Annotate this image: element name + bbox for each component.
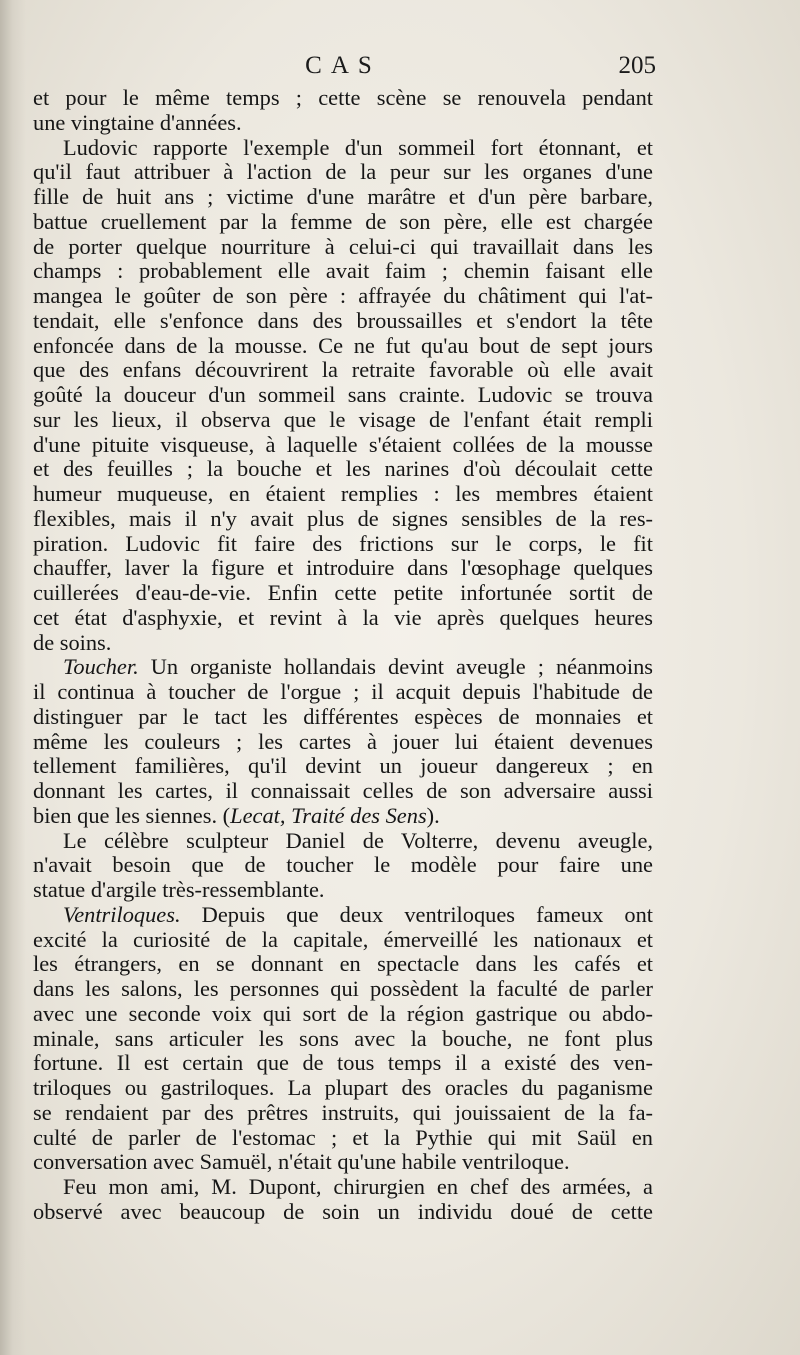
text-run: ). [426, 803, 440, 828]
text-line: culté de parler de l'estomac ; et la Pythie qui mit Saül en [33, 1125, 653, 1150]
text-line: les étrangers, en se donnant en spectacle dans les cafés et [33, 952, 653, 977]
text-line: statue d'argile très-ressemblante. [33, 878, 325, 902]
text-line: triloques ou gastriloques. La plupart des oracles du paganisme [33, 1076, 653, 1100]
text-line: tellement familières, qu'il devint un joueur dangereux ; en [33, 754, 653, 779]
text-line: conversation avec Samuël, n'était qu'une habile ventriloque. [33, 1150, 570, 1175]
text-line: piration. Ludovic fit faire des frictions sur le corps, le fit [33, 531, 653, 556]
text-line: se rendaient par des prêtres instruits, qui jouissaient de la fa- [33, 1100, 653, 1125]
text-line: excité la curiosité de la capitale, émerveillé les nationaux et [33, 927, 653, 952]
text-line: et pour le même temps ; cette scène se renouvela pendant [33, 86, 653, 110]
text-line: Le célèbre sculpteur Daniel de Volterre, devenu aveugle, [63, 828, 653, 853]
text-line: mangea le goûter de son père : affrayée du châtiment qui l'at- [33, 284, 653, 308]
text-line: d'une pituite visqueuse, à laquelle s'étaient collées de la mousse [33, 432, 653, 457]
text-line: avec une seconde voix qui sort de la région gastrique ou abdo- [33, 1001, 653, 1026]
text-line: de soins. [33, 630, 112, 655]
paragraph [33, 136, 653, 656]
text-line: que des enfans découvrirent la retraite favorable où elle avait [33, 358, 653, 383]
text-line: sur les lieux, il observa que le visage de l'enfant était rempli [33, 407, 653, 432]
paragraph-toucher [33, 655, 653, 828]
text-line: n'avait besoin que de toucher le modèle pour faire une [33, 853, 653, 878]
running-head: CAS [305, 52, 381, 79]
section-lead: Toucher. [63, 655, 139, 680]
text-line: fortune. Il est certain que de tous temps il a existé des ven- [33, 1051, 653, 1076]
text-run: bien que les siennes. ( [33, 803, 231, 828]
page-gutter-shadow [0, 0, 26, 1355]
text-line: il continua à toucher de l'orgue ; il acquit depuis l'habitude de [33, 680, 653, 704]
text-run: Un organiste hollandais devint aveugle ; néanmoins [138, 655, 653, 680]
paragraph [33, 86, 653, 136]
text-line [33, 804, 653, 829]
text-line: cet état d'asphyxie, et revint à la vie après quelques heures [33, 605, 653, 630]
paragraph-ventriloques [33, 903, 653, 1175]
text-line: distinguer par le tact les différentes espèces de monnaies et [33, 704, 653, 729]
text-line: même les couleurs ; les cartes à jouer lui étaient devenues [33, 729, 653, 754]
text-line: champs : probablement elle avait faim ; chemin faisant elle [33, 259, 653, 284]
text-line: de porter quelque nourriture à celui-ci qui travaillait dans les [33, 234, 653, 259]
text-line: enfoncée dans de la mousse. Ce ne fut qu'au bout de sept jours [33, 333, 653, 358]
text-line: une vingtaine d'années. [33, 110, 242, 135]
section-lead: Ventriloques. [63, 902, 181, 927]
text-line [33, 655, 653, 680]
text-line: battue cruellement par la femme de son père, elle est chargée [33, 209, 653, 234]
page-number: 205 [618, 52, 656, 79]
paragraph [33, 1175, 653, 1225]
text-line: et des feuilles ; la bouche et les narines d'où découlait cette [33, 457, 653, 482]
text-line: goûté la douceur d'un sommeil sans crainte. Ludovic se trouva [33, 383, 653, 407]
text-line: observé avec beaucoup de soin un individu doué de cette [33, 1199, 653, 1224]
text-line: qu'il faut attribuer à l'action de la peur sur les organes d'une [33, 160, 653, 185]
text-line: fille de huit ans ; victime d'une marâtre et d'un père barbare, [33, 185, 653, 209]
text-line: humeur muqueuse, en étaient remplies : les membres étaient [33, 482, 653, 506]
citation: Lecat, Traité des Sens [230, 803, 427, 828]
paragraph [33, 829, 653, 903]
text-line: donnant les cartes, il connaissait celles de son adversaire aussi [33, 779, 653, 803]
text-line: chauffer, laver la figure et introduire dans l'œsophage quelques [33, 556, 653, 581]
text-line: Feu mon ami, M. Dupont, chirurgien en chef des armées, a [63, 1175, 653, 1199]
body-text [33, 86, 653, 1225]
page-header [30, 52, 656, 86]
text-run: Depuis que deux ventriloques fameux ont [180, 902, 653, 927]
text-line: tendait, elle s'enfonce dans des broussailles et s'endort la tête [33, 308, 653, 333]
text-line [33, 903, 653, 928]
text-line: dans les salons, les personnes qui possèdent la faculté de parler [33, 977, 653, 1001]
text-line: minale, sans articuler les sons avec la bouche, ne font plus [33, 1026, 653, 1051]
text-line: flexibles, mais il n'y avait plus de signes sensibles de la res- [33, 506, 653, 531]
text-line: cuillerées d'eau-de-vie. Enfin cette petite infortunée sortit de [33, 581, 653, 605]
text-line: Ludovic rapporte l'exemple d'un sommeil fort étonnant, et [63, 135, 653, 160]
